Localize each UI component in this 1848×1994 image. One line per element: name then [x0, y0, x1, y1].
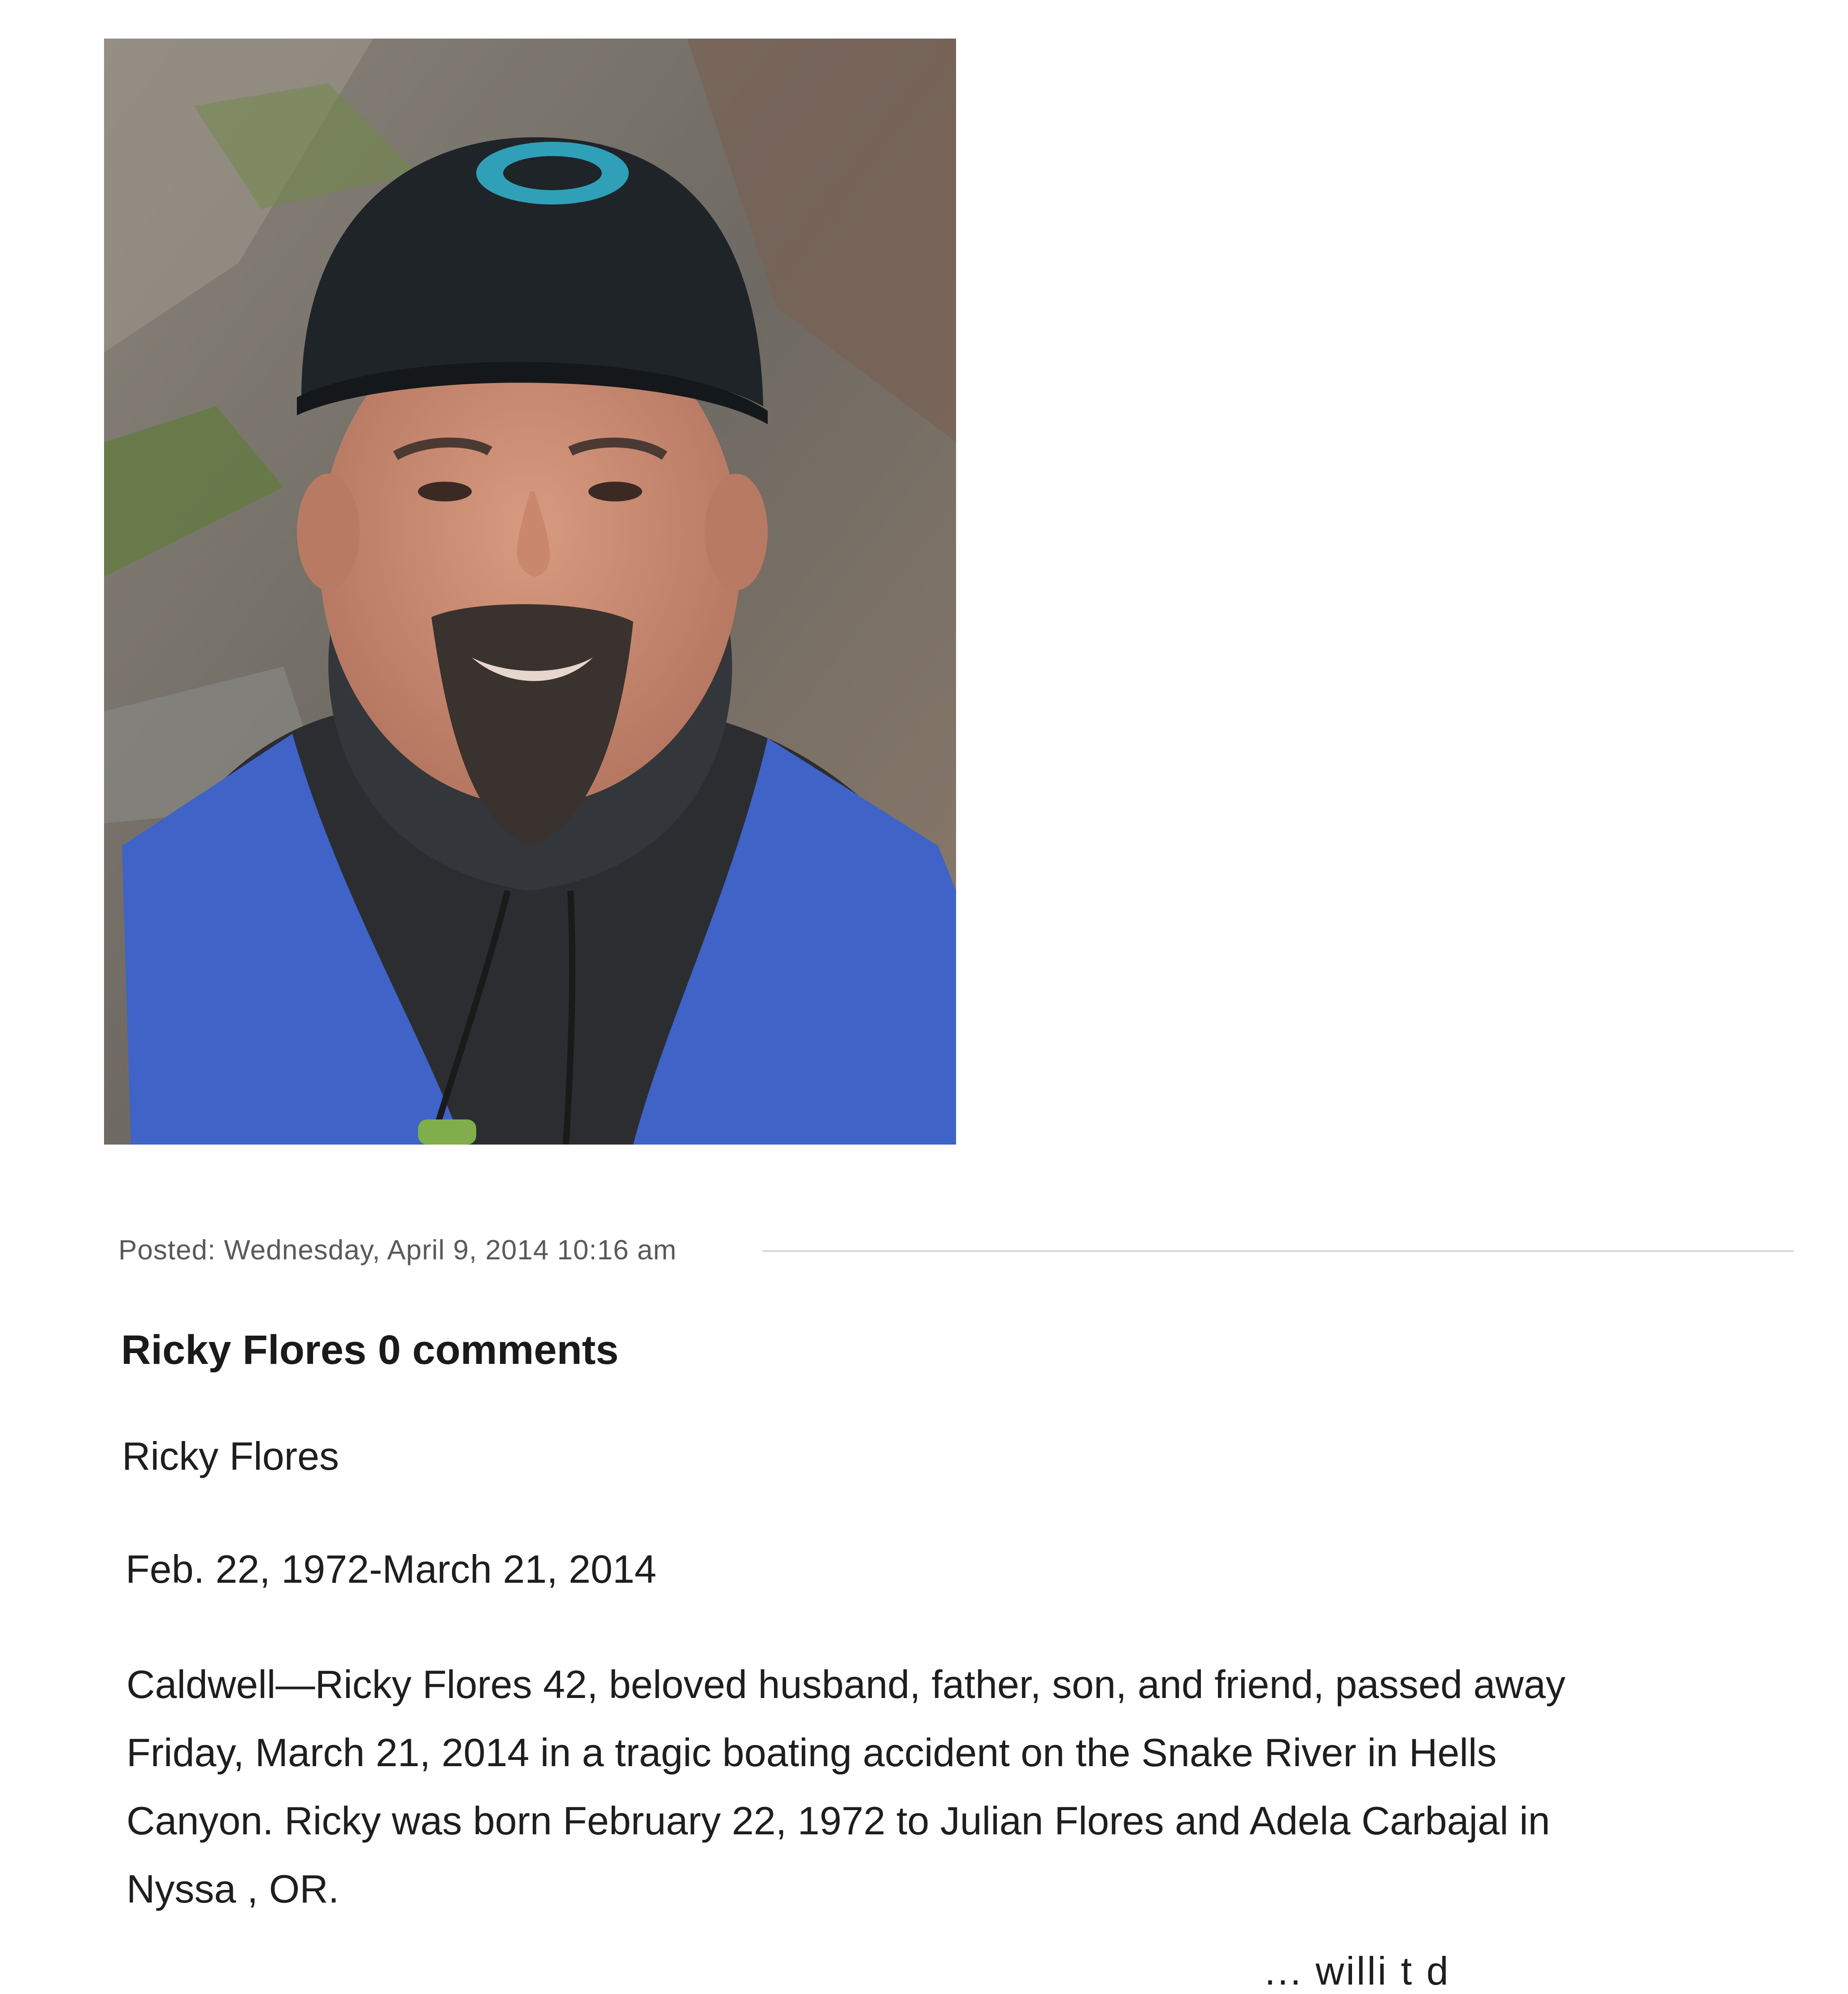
paragraph-line: Friday, March 21, 2014 in a tragic boating accident on the Snake River in Hells	[126, 1730, 1497, 1775]
article-headline: Ricky Flores 0 comments	[121, 1327, 619, 1373]
paragraph-line: Caldwell—Ricky Flores 42, beloved husband, father, son, and friend, passed away	[126, 1662, 1565, 1707]
posted-timestamp: Posted: Wednesday, April 9, 2014 10:16 am	[118, 1235, 677, 1266]
scan-artifact-line	[762, 1250, 1794, 1252]
portrait-illustration	[104, 39, 956, 1145]
life-dates: Feb. 22, 1972-March 21, 2014	[126, 1547, 657, 1591]
portrait-photo	[104, 39, 956, 1145]
paragraph-line: Nyssa , OR.	[126, 1867, 339, 1911]
paragraph-line: Canyon. Ricky was born February 22, 1972 to Julian Flores and Adela Carbajal in	[126, 1798, 1550, 1843]
obituary-paragraph	[126, 1650, 1786, 1923]
cutoff-text: ... willi t d	[1265, 1949, 1450, 1993]
obituary-name: Ricky Flores	[122, 1434, 339, 1478]
